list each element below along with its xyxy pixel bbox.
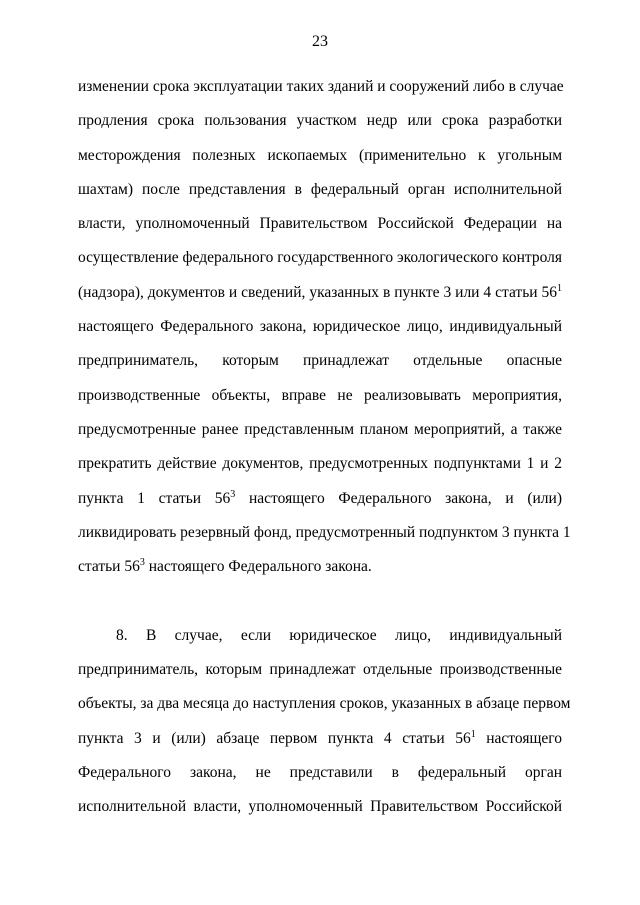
text-line: месторождения полезных ископаемых (применительно к угольным bbox=[78, 146, 562, 164]
paragraph-gap bbox=[78, 584, 562, 618]
text-line: статьи $56^3$ настоящего Федерального закона. bbox=[78, 557, 372, 576]
text-line: 8. В случае, если юридическое лицо, индивидуальный bbox=[116, 626, 562, 644]
text-line: пункта 1 статьи $56^3$ настоящего Федерального закона, и (или) bbox=[78, 488, 562, 507]
text-line: ликвидировать резервный фонд, предусмотренный подпунктом 3 пункта 1 bbox=[78, 523, 571, 541]
text-line: предприниматель, которым принадлежат отдельные производственные bbox=[78, 661, 562, 679]
text-line: продления срока пользования участком недр или срока разработки bbox=[78, 112, 562, 130]
text-line: предусмотренные ранее представленным планом мероприятий, а также bbox=[78, 420, 562, 438]
text-line: (надзора), документов и сведений, указанных в пункте 3 или 4 статьи $56^1$ bbox=[78, 282, 562, 301]
text-line: исполнительной власти, уполномоченный Правительством Российской bbox=[78, 798, 562, 816]
text-line: осуществление федерального государственного экологического контроля bbox=[78, 249, 562, 267]
text-line: Федерального закона, не представили в федеральный орган bbox=[78, 763, 562, 781]
paragraph-continued bbox=[78, 70, 571, 584]
text-line: предприниматель, которым принадлежат отдельные опасные bbox=[78, 352, 562, 370]
text-line: прекратить действие документов, предусмотренных подпунктами 1 и 2 bbox=[78, 455, 562, 473]
superscript: 1 bbox=[557, 282, 562, 294]
text-line: шахтам) после представления в федеральный орган исполнительной bbox=[78, 180, 562, 198]
text-line: власти, уполномоченный Правительством Российской Федерации на bbox=[78, 215, 562, 233]
text-line: производственные объекты, вправе не реализовывать мероприятия, bbox=[78, 386, 562, 404]
page-number: 23 bbox=[312, 33, 328, 50]
superscript: 1 bbox=[470, 728, 476, 740]
superscript: 3 bbox=[230, 488, 236, 500]
text-line: объекты, за два месяца до наступления сроков, указанных в абзаце первом bbox=[78, 695, 571, 713]
text-line: настоящего Федерального закона, юридическое лицо, индивидуальный bbox=[78, 318, 562, 336]
superscript: 3 bbox=[139, 557, 145, 569]
paragraph-item-8 bbox=[78, 619, 571, 825]
text-line: изменении срока эксплуатации таких зданий и сооружений либо в случае bbox=[78, 78, 564, 95]
document-body bbox=[78, 70, 571, 825]
text-line: пункта 3 и (или) абзаце первом пункта 4 статьи $56^1$ настоящего bbox=[78, 728, 562, 747]
